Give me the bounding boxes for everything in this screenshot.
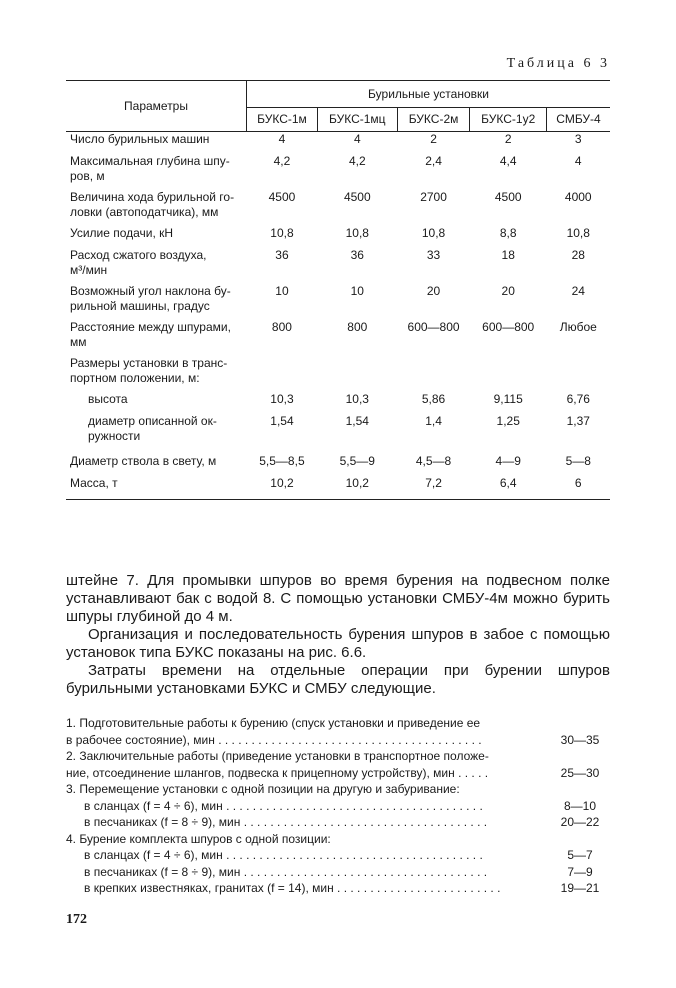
column-header: БУКС-1у2 (470, 108, 547, 132)
param-label-cont: портном положении, м: (70, 370, 200, 385)
group-header: Бурильные установки (247, 81, 611, 108)
operation-value: 19—21 (560, 881, 600, 895)
value-cell: 10,8 (421, 225, 446, 240)
value-cell: 6,4 (470, 476, 547, 500)
body-text (66, 572, 610, 698)
param-label: диаметр описанной ок- (88, 413, 217, 428)
param-label: Число бурильных машин (70, 132, 210, 146)
operation-label: 1. Подготовительные работы к бурению (спуск установки и приведение ее (66, 716, 481, 730)
operation-label: в песчаниках (f = 8 ÷ 9), мин . . . . . . . . . . . . . . . . . . . . . . . . . . . . . . . . . . . . . (84, 815, 488, 829)
param-label: Размеры установки в транс- (70, 355, 228, 370)
value-cell: 5—8 (565, 453, 591, 468)
operation-label: в крепких известняках, гранитах (f = 14), мин . . . . . . . . . . . . . . . . . . . . . . . . . (84, 881, 501, 895)
operation-row (66, 748, 610, 765)
column-header: БУКС-2м (397, 108, 470, 132)
value-cell: 4 (574, 153, 582, 168)
param-cell (66, 154, 247, 190)
table-row (66, 414, 610, 454)
param-label: Масса, т (70, 475, 118, 490)
param-cell (66, 454, 247, 476)
value-cell: 8,8 (499, 225, 517, 240)
value-cell (317, 356, 397, 392)
page-number: 172 (66, 912, 87, 927)
value-cell: 10,8 (345, 225, 369, 240)
value-cell: 33 (426, 247, 441, 262)
table-row (66, 154, 610, 190)
value-cell: 4 (278, 132, 286, 146)
value-cell: 600—800 (407, 319, 460, 334)
value-cell: 4500 (494, 189, 522, 204)
value-cell: 4—9 (495, 453, 521, 468)
operation-row (66, 798, 610, 815)
param-label: Диаметр ствола в свету, м (70, 453, 217, 468)
value-cell: 4,2 (348, 153, 366, 168)
value-cell: 7,2 (397, 476, 470, 500)
operation-value: 25—30 (560, 765, 600, 780)
value-cell: 4,2 (273, 153, 291, 168)
column-header: СМБУ-4 (547, 108, 610, 132)
paragraph: штейне 7. Для промывки шпуров во время бурения на подвесном полке устанавливают бак с водой 8. С помощью установки СМБУ-4м можно бурить шпуры глубиной до 4 м. (66, 572, 610, 625)
table-row (66, 476, 610, 500)
value-cell: 4 (353, 132, 361, 146)
param-cell (66, 248, 247, 284)
value-cell: 4000 (564, 189, 592, 204)
operation-value: 8—10 (563, 798, 597, 813)
value-cell: 10,3 (270, 391, 294, 406)
operation-label: 3. Перемещение установки с одной позиции на другую и забуривание: (66, 782, 460, 796)
value-cell (547, 356, 610, 392)
param-cell (66, 132, 247, 154)
param-cell (66, 226, 247, 248)
param-cell (66, 284, 247, 320)
operation-row (66, 847, 610, 864)
table-row (66, 320, 610, 356)
operation-value: 30—35 (560, 732, 600, 747)
value-cell: 600—800 (482, 319, 535, 334)
param-label-cont: ров, м (70, 168, 105, 183)
param-header: Параметры (66, 81, 247, 132)
param-cell (66, 320, 247, 356)
param-label: Расход сжатого воздуха, (70, 247, 207, 262)
value-cell: 4,4 (499, 153, 517, 168)
table-row (66, 132, 610, 154)
param-label: Максимальная глубина шпу- (70, 153, 230, 168)
value-cell: 3 (574, 132, 582, 146)
table-row (66, 356, 610, 392)
table-row (66, 284, 610, 320)
param-label-cont: ловки (автоподатчика), мм (70, 204, 219, 219)
value-cell: 2 (430, 132, 437, 146)
value-cell (397, 356, 470, 392)
column-header: БУКС-1м (247, 108, 318, 132)
operation-row (66, 715, 610, 732)
value-cell: 6,76 (566, 391, 590, 406)
value-cell: 800 (347, 319, 368, 334)
operation-label: в песчаниках (f = 8 ÷ 9), мин . . . . . . . . . . . . . . . . . . . . . . . . . . . . . . . . . . . . . (84, 864, 488, 879)
operation-label: в сланцах (f = 4 ÷ 6), мин . . . . . . . . . . . . . . . . . . . . . . . . . . . . . . . . . . . . . . . (84, 848, 483, 862)
operation-row (66, 814, 610, 831)
param-label: Величина хода бурильной го- (70, 189, 235, 204)
value-cell: 5,86 (421, 391, 446, 406)
column-header: БУКС-1мц (317, 108, 397, 132)
table-row (66, 454, 610, 476)
operation-row (66, 864, 610, 881)
param-label-cont: м³/мин (70, 262, 108, 277)
value-cell: 800 (271, 319, 292, 334)
param-label-cont: мм (70, 334, 87, 349)
operation-value: 20—22 (560, 815, 600, 829)
value-cell (470, 356, 547, 392)
operation-row (66, 781, 610, 798)
value-cell: 36 (350, 247, 364, 262)
value-cell: 4500 (268, 189, 296, 204)
value-cell: 1,4 (425, 413, 442, 428)
table-caption: Таблица 6 3 (506, 56, 610, 71)
value-cell: 10,3 (345, 391, 369, 406)
value-cell: 10,2 (317, 476, 397, 500)
operation-value: 5—7 (567, 848, 593, 862)
value-cell: 20 (426, 283, 441, 298)
value-cell: 1,54 (270, 413, 294, 428)
value-cell: 9,115 (493, 391, 523, 406)
value-cell: 28 (571, 247, 585, 262)
param-label-cont: ружности (88, 428, 141, 443)
param-cell (66, 414, 247, 454)
value-cell: 5,5—9 (339, 453, 375, 468)
value-cell: 4,5—8 (415, 453, 452, 468)
value-cell: 6 (547, 476, 610, 500)
operation-row (66, 765, 610, 782)
table-body (66, 132, 610, 500)
param-cell (66, 356, 247, 392)
operation-label: ние, отсоединение шлангов, подвеска к прицепному устройству), мин . . . . . (66, 765, 489, 780)
param-cell (66, 190, 247, 226)
param-label: Усилие подачи, кН (70, 225, 174, 240)
param-label: высота (88, 391, 128, 406)
value-cell: Любое (559, 319, 597, 334)
value-cell (247, 356, 318, 392)
operation-label: 2. Заключительные работы (приведение установки в транспортное положе- (66, 749, 489, 763)
parameters-table (66, 80, 610, 500)
value-cell: 36 (275, 247, 289, 262)
table-row (66, 226, 610, 248)
value-cell: 20 (501, 283, 515, 298)
value-cell: 10 (350, 283, 364, 298)
param-cell (66, 476, 247, 500)
table-row (66, 248, 610, 284)
table-row (66, 392, 610, 414)
value-cell: 10,2 (247, 476, 318, 500)
value-cell: 2 (504, 132, 512, 146)
param-label-cont: рильной машины, градус (70, 298, 210, 313)
value-cell: 2700 (420, 189, 447, 204)
param-label: Возможный угол наклона бу- (70, 283, 231, 298)
value-cell: 10,8 (270, 225, 294, 240)
value-cell: 1,54 (345, 413, 369, 428)
operation-label: в рабочее состояние), мин . . . . . . . . . . . . . . . . . . . . . . . . . . . . . . . . . . . . . . . . (66, 732, 482, 747)
operation-row (66, 880, 610, 897)
table-row (66, 190, 610, 226)
param-label: Расстояние между шпурами, (70, 319, 231, 334)
value-cell: 10 (275, 283, 289, 298)
paragraph: Организация и последовательность бурения шпуров в забое с помощью установок типа БУКС показаны на рис. 6.6. (66, 626, 610, 661)
operations-list (66, 715, 610, 897)
value-cell: 10,8 (566, 225, 590, 240)
value-cell: 1,37 (566, 413, 590, 428)
operation-row (66, 831, 610, 848)
value-cell: 1,25 (496, 413, 520, 428)
operation-label: в сланцах (f = 4 ÷ 6), мин . . . . . . . . . . . . . . . . . . . . . . . . . . . . . . . . . . . . . . . (84, 798, 483, 813)
param-cell (66, 392, 247, 414)
value-cell: 4500 (343, 189, 371, 204)
value-cell: 18 (501, 247, 515, 262)
operation-value: 7—9 (567, 864, 593, 879)
value-cell: 5,5—8,5 (259, 453, 305, 468)
value-cell: 24 (571, 283, 585, 298)
operation-row (66, 732, 610, 749)
value-cell: 2,4 (425, 153, 442, 168)
paragraph: Затраты времени на отдельные операции при бурении шпуров бурильными установками БУКС и СМБУ следующие. (66, 662, 610, 697)
operation-label: 4. Бурение комплекта шпуров с одной позиции: (66, 831, 331, 846)
